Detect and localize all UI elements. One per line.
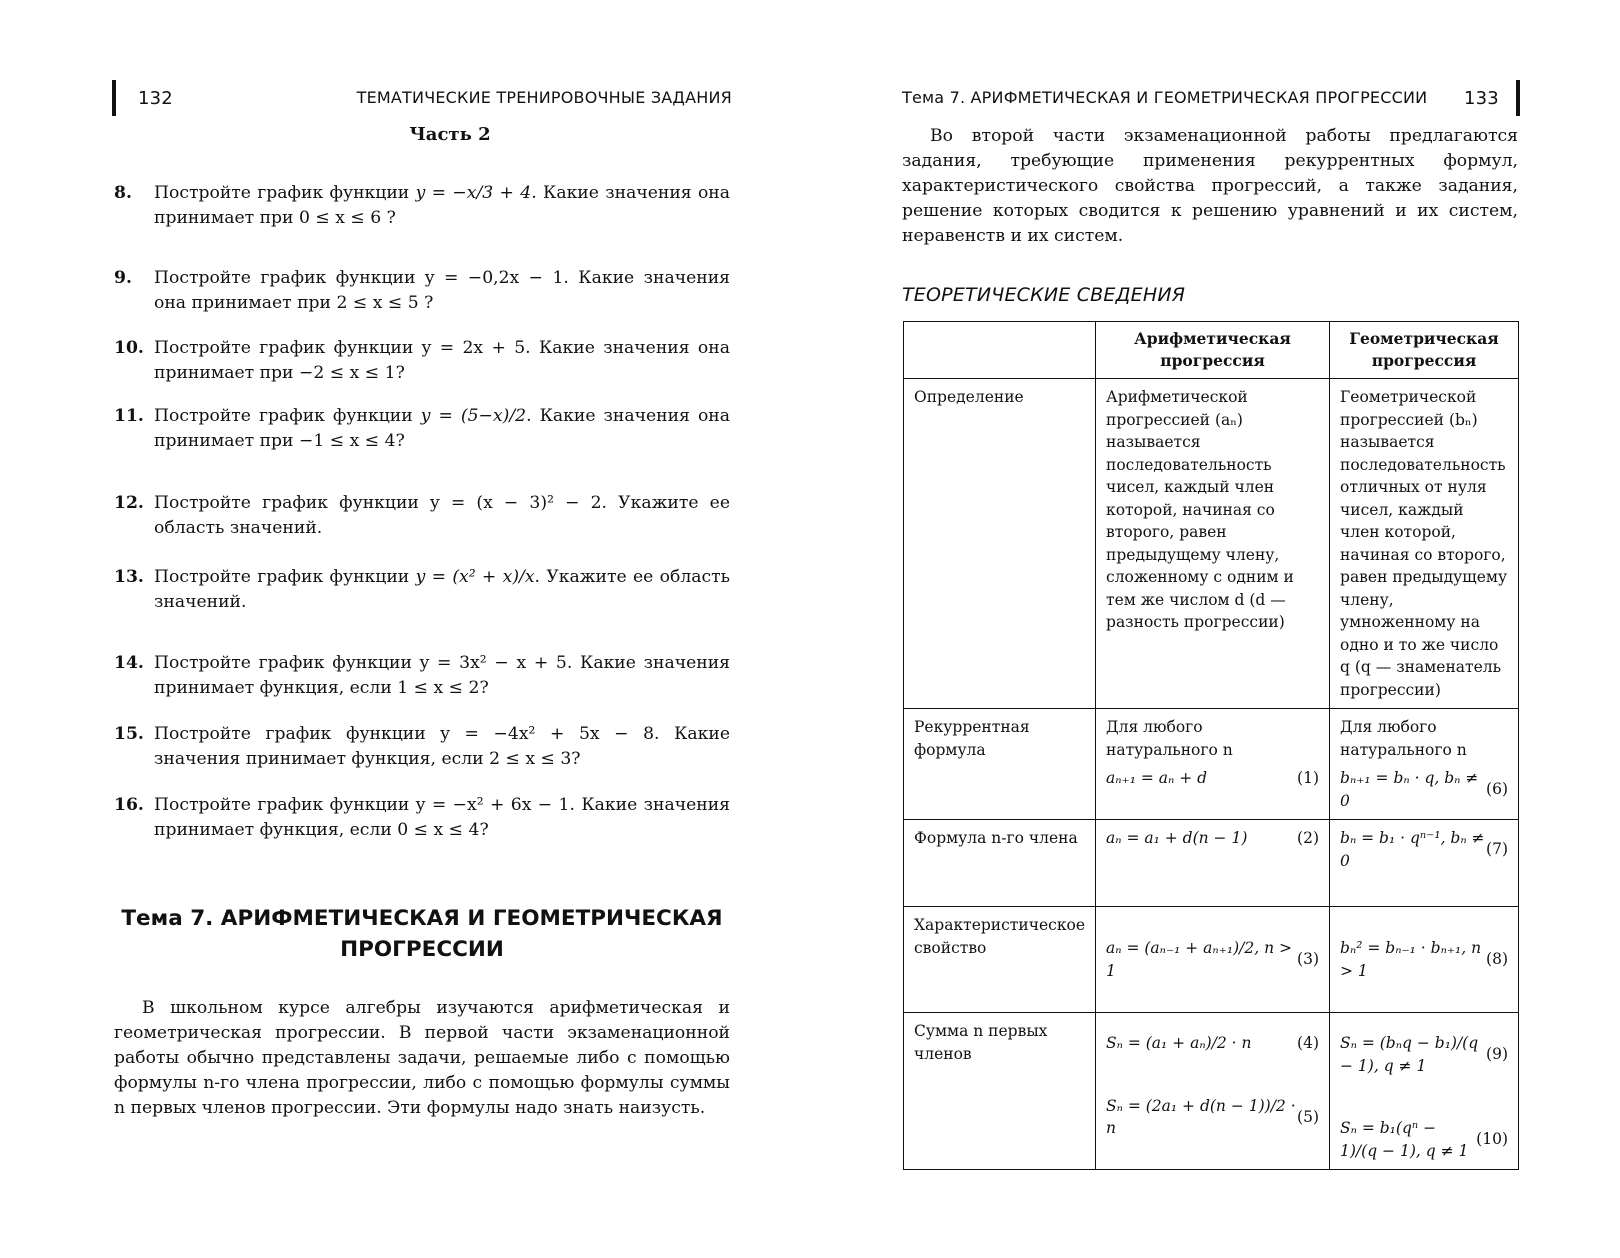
right-page bbox=[810, 0, 1620, 1258]
task-number: 9. bbox=[114, 268, 132, 288]
nth-term-geom bbox=[1330, 820, 1519, 907]
task-number: 16. bbox=[114, 795, 144, 815]
task-number: 13. bbox=[114, 567, 144, 587]
task-number: 12. bbox=[114, 493, 144, 513]
formula-number: (7) bbox=[1486, 840, 1508, 859]
definition-arith: Арифметической прогрессией (aₙ) называется последовательность чисел, каждый член которой, начиная со второго, равен предыдущему члену, сложенному с одним и тем же числом d (d — разность прогрессии) bbox=[1096, 379, 1330, 709]
topic-title: Тема 7. АРИФМЕТИЧЕСКАЯ И ГЕОМЕТРИЧЕСКАЯ ПРОГРЕССИИ bbox=[121, 906, 723, 962]
task-number: 15. bbox=[114, 724, 144, 744]
table-row bbox=[904, 1013, 1519, 1170]
task-number: 14. bbox=[114, 653, 144, 673]
task-text-post: . Какие значения она принимает при −1 ≤ x ≤ 4? bbox=[154, 406, 730, 451]
task-13 bbox=[114, 565, 730, 615]
formula-number: (10) bbox=[1476, 1130, 1508, 1149]
row-label: Определение bbox=[904, 379, 1096, 709]
formula: Sₙ = (2a₁ + d(n − 1))/2 · n bbox=[1106, 1096, 1296, 1137]
task-12 bbox=[114, 491, 730, 541]
sum-arith bbox=[1096, 1013, 1330, 1170]
task-text: Постройте график функции y = 3x² − x + 5. Какие значения принимает функция, если 1 ≤ x ≤ 2? bbox=[154, 653, 730, 698]
recurrent-geom bbox=[1330, 709, 1519, 820]
progressions-table bbox=[903, 321, 1519, 1170]
formula: aₙ = a₁ + d(n − 1) bbox=[1106, 829, 1248, 847]
formula-number: (3) bbox=[1297, 950, 1320, 969]
task-text: Постройте график функции y = 2x + 5. Какие значения она принимает при −2 ≤ x ≤ 1? bbox=[154, 338, 730, 383]
task-formula-text: y = (5−x)/2 bbox=[420, 406, 527, 426]
row-label: Характеристическое свойство bbox=[904, 907, 1096, 1013]
table-header-row bbox=[904, 322, 1519, 379]
task-text: Постройте график функции y = −x² + 6x − 1. Какие значения принимает функция, если 0 ≤ x ≤ 4? bbox=[154, 795, 730, 840]
part2-intro: Во второй части экзаменационной работы предлагаются задания, требующие применения рекуррентных формул, характеристического свойства прогрессий, а также задания, решение которых сводится к решению уравнений и их систем, неравенств и их систем. bbox=[902, 126, 1518, 246]
definition-geom: Геометрической прогрессией (bₙ) называется последовательность отличных от нуля чисел, каждый член которой, начиная со второго, равен предыдущему члену, умноженному на одно и то же число q (q — знаменатель прогрессии) bbox=[1330, 379, 1519, 709]
table-row bbox=[904, 379, 1519, 709]
recurrent-arith bbox=[1096, 709, 1330, 820]
task-text-post: . Какие значения она принимает при 0 ≤ x ≤ 6 ? bbox=[154, 183, 731, 228]
task-text-post: . Укажите ее область значений. bbox=[154, 567, 731, 612]
formula: bₙ₊₁ = bₙ · q, bₙ ≠ 0 bbox=[1340, 769, 1479, 810]
running-header-right: Тема 7. АРИФМЕТИЧЕСКАЯ И ГЕОМЕТРИЧЕСКАЯ ПРОГРЕССИИ bbox=[902, 88, 1428, 107]
table-row bbox=[904, 820, 1519, 907]
header-empty-cell bbox=[904, 322, 1096, 379]
formula: bₙ² = bₙ₋₁ · bₙ₊₁, n > 1 bbox=[1340, 939, 1482, 980]
formula-number: (4) bbox=[1297, 1034, 1320, 1052]
characteristic-arith bbox=[1096, 907, 1330, 1013]
table-row bbox=[904, 907, 1519, 1013]
part-title: Часть 2 bbox=[409, 124, 491, 145]
cell-text: Для любого натурального n bbox=[1106, 718, 1233, 759]
page-number-left: 132 bbox=[138, 88, 173, 109]
task-formula-text: y = −x/3 + 4 bbox=[415, 183, 532, 203]
formula: bₙ = b₁ · qⁿ⁻¹, bₙ ≠ 0 bbox=[1340, 829, 1485, 870]
right-margin-rule bbox=[1516, 80, 1520, 116]
row-label: Формула n-го члена bbox=[904, 820, 1096, 907]
task-number: 8. bbox=[114, 183, 132, 203]
formula-number: (6) bbox=[1486, 780, 1508, 799]
task-11 bbox=[114, 404, 730, 454]
formula: Sₙ = (a₁ + aₙ)/2 · n bbox=[1106, 1034, 1252, 1052]
running-header-left: ТЕМАТИЧЕСКИЕ ТРЕНИРОВОЧНЫЕ ЗАДАНИЯ bbox=[356, 88, 732, 107]
formula-number: (9) bbox=[1486, 1045, 1508, 1064]
formula: aₙ₊₁ = aₙ + d bbox=[1106, 769, 1208, 787]
formula-number: (8) bbox=[1486, 950, 1508, 969]
row-label: Сумма n первых членов bbox=[904, 1013, 1096, 1170]
cell-text: Для любого натурального n bbox=[1340, 718, 1467, 759]
page-number-right: 133 bbox=[1464, 88, 1499, 109]
table-row bbox=[904, 709, 1519, 820]
formula-number: (1) bbox=[1297, 769, 1320, 787]
task-text: Постройте график функции y = −4x² + 5x − 8. Какие значения принимает функция, если 2 ≤ x ≤ 3? bbox=[154, 724, 730, 769]
formula-number: (2) bbox=[1297, 829, 1320, 847]
left-margin-rule bbox=[112, 80, 116, 116]
task-text: Постройте график функции bbox=[154, 183, 410, 203]
formula: aₙ = (aₙ₋₁ + aₙ₊₁)/2, n > 1 bbox=[1106, 939, 1292, 980]
task-number: 11. bbox=[114, 406, 144, 426]
sum-geom bbox=[1330, 1013, 1519, 1170]
task-formula-text: y = (x² + x)/x bbox=[415, 567, 535, 587]
task-8 bbox=[114, 181, 730, 231]
task-text: Постройте график функции y = −0,2x − 1. Какие значения она принимает при 2 ≤ x ≤ 5 ? bbox=[154, 268, 730, 313]
header-geom: Геометрическая прогрессия bbox=[1330, 322, 1519, 379]
task-16 bbox=[114, 793, 730, 843]
topic-intro: В школьном курсе алгебры изучаются арифметическая и геометрическая прогрессии. В первой части экзаменационной работы обычно представлены задачи, решаемые либо с помощью формулы n-го члена прогрессии, либо с помощью формулы суммы n первых членов прогрессии. Эти формулы надо знать наизусть. bbox=[114, 998, 730, 1118]
task-10 bbox=[114, 336, 730, 386]
task-text: Постройте график функции y = (x − 3)² − 2. Укажите ее область значений. bbox=[154, 493, 730, 538]
section-title: ТЕОРЕТИЧЕСКИЕ СВЕДЕНИЯ bbox=[902, 284, 1186, 306]
task-9 bbox=[114, 266, 730, 316]
task-text: Постройте график функции bbox=[154, 406, 413, 426]
formula: Sₙ = (bₙq − b₁)/(q − 1), q ≠ 1 bbox=[1340, 1034, 1479, 1075]
row-label: Рекуррентная формула bbox=[904, 709, 1096, 820]
characteristic-geom bbox=[1330, 907, 1519, 1013]
nth-term-arith bbox=[1096, 820, 1330, 907]
task-text: Постройте график функции bbox=[154, 567, 410, 587]
formula-number: (5) bbox=[1297, 1107, 1320, 1126]
task-14 bbox=[114, 651, 730, 701]
task-number: 10. bbox=[114, 338, 144, 358]
formula: Sₙ = b₁(qⁿ − 1)/(q − 1), q ≠ 1 bbox=[1340, 1119, 1469, 1160]
task-15 bbox=[114, 722, 730, 772]
header-arith: Арифметическая прогрессия bbox=[1096, 322, 1330, 379]
